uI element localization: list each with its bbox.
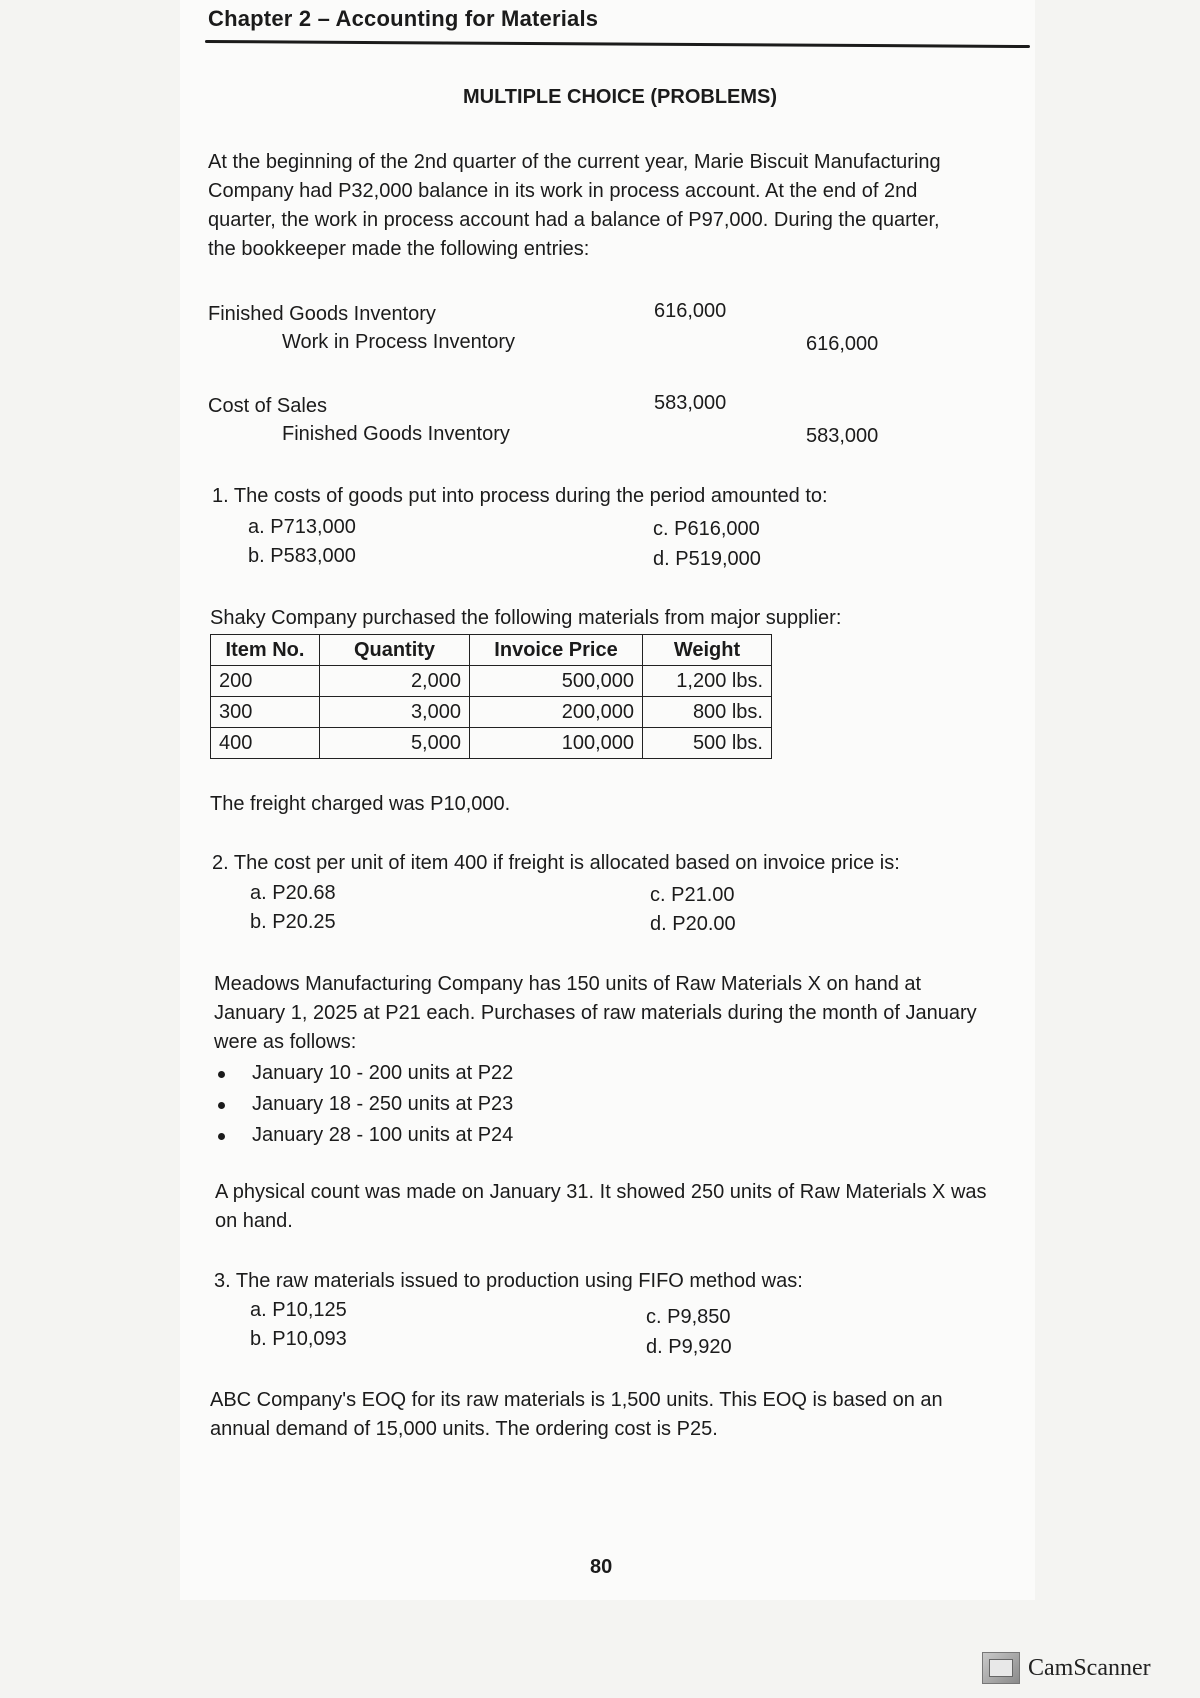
question-2: 2. The cost per unit of item 400 if freight is allocated based on invoice price is: [212, 852, 900, 874]
camscanner-logo-icon [982, 1652, 1020, 1684]
intro-line: quarter, the work in process account had a balance of P97,000. During the quarter, [208, 209, 940, 231]
physical-count-note [215, 1178, 1045, 1236]
purchases-list [210, 1058, 513, 1151]
q1-choice-c: c. P616,000 [653, 518, 760, 540]
entry2-debit-account: Cost of Sales [208, 395, 327, 417]
intro-line: annual demand of 15,000 units. The ordering cost is P25. [210, 1418, 718, 1440]
entry1-debit-account: Finished Goods Inventory [208, 303, 436, 325]
entry1-debit-amount: 616,000 [654, 300, 727, 322]
intro-line: ABC Company's EOQ for its raw materials is 1,500 units. This EOQ is based on an [210, 1389, 943, 1411]
table-row [211, 728, 772, 759]
q2-choice-b: b. P20.25 [250, 911, 336, 933]
materials-table [210, 634, 772, 759]
bullet-icon [218, 1102, 225, 1109]
problem4-intro [210, 1386, 1040, 1444]
q2-choice-d: d. P20.00 [650, 913, 736, 935]
page-number: 80 [590, 1556, 613, 1578]
bullet-icon [218, 1133, 225, 1140]
table-cell: 300 [211, 697, 320, 728]
freight-note: The freight charged was P10,000. [210, 793, 511, 815]
bullet-icon [218, 1071, 225, 1078]
count-line: A physical count was made on January 31. It showed 250 units of Raw Materials X was [215, 1181, 987, 1203]
purchase-text: January 10 - 200 units at P22 [252, 1062, 514, 1084]
table-cell: 100,000 [470, 728, 643, 759]
table-cell: 800 lbs. [643, 697, 772, 728]
entry2-debit-amount: 583,000 [654, 392, 727, 414]
purchase-text: January 18 - 250 units at P23 [252, 1093, 514, 1115]
table-header-item: Item No. [211, 635, 320, 666]
table-cell: 200,000 [470, 697, 643, 728]
q1-choice-b: b. P583,000 [248, 545, 356, 567]
table-header-weight: Weight [643, 635, 772, 666]
problem1-intro [208, 148, 1038, 264]
q3-choice-b: b. P10,093 [250, 1328, 347, 1350]
table-row [211, 697, 772, 728]
table-header-row [211, 635, 772, 666]
purchase-text: January 28 - 100 units at P24 [252, 1124, 514, 1146]
camscanner-watermark [982, 1650, 1151, 1686]
problem2-intro: Shaky Company purchased the following materials from major supplier: [210, 607, 842, 629]
q3-choice-c: c. P9,850 [646, 1306, 731, 1328]
intro-line: the bookkeeper made the following entries: [208, 238, 590, 260]
intro-line: January 1, 2025 at P21 each. Purchases of raw materials during the month of January [214, 1002, 977, 1024]
table-cell: 500,000 [470, 666, 643, 697]
q1-choice-a: a. P713,000 [248, 516, 356, 538]
q3-choice-d: d. P9,920 [646, 1336, 732, 1358]
list-item [210, 1058, 513, 1089]
table-cell: 3,000 [320, 697, 470, 728]
table-header-quantity: Quantity [320, 635, 470, 666]
intro-line: At the beginning of the 2nd quarter of the current year, Marie Biscuit Manufacturing [208, 151, 941, 173]
table-cell: 2,000 [320, 666, 470, 697]
intro-line: Meadows Manufacturing Company has 150 units of Raw Materials X on hand at [214, 973, 922, 995]
table-row [211, 666, 772, 697]
q2-choice-a: a. P20.68 [250, 882, 336, 904]
section-title: MULTIPLE CHOICE (PROBLEMS) [462, 86, 778, 108]
entry2-credit-amount: 583,000 [806, 425, 879, 447]
table-cell: 200 [211, 666, 320, 697]
q2-choice-c: c. P21.00 [650, 884, 735, 906]
q3-choice-a: a. P10,125 [250, 1299, 347, 1321]
problem3-intro [214, 970, 1044, 1057]
table-header-invoice-price: Invoice Price [470, 635, 643, 666]
entry1-credit-amount: 616,000 [806, 333, 879, 355]
chapter-title: Chapter 2 – Accounting for Materials [208, 6, 599, 31]
count-line: on hand. [215, 1210, 293, 1232]
list-item [210, 1120, 513, 1151]
question-1: 1. The costs of goods put into process during the period amounted to: [212, 485, 828, 507]
intro-line: Company had P32,000 balance in its work in process account. At the end of 2nd [208, 180, 918, 202]
table-cell: 500 lbs. [643, 728, 772, 759]
question-3: 3. The raw materials issued to production using FIFO method was: [214, 1270, 803, 1292]
entry1-credit-account: Work in Process Inventory [282, 331, 516, 353]
entry2-credit-account: Finished Goods Inventory [282, 423, 510, 445]
watermark-text: CamScanner [1028, 1654, 1151, 1681]
table-cell: 400 [211, 728, 320, 759]
table-cell: 1,200 lbs. [643, 666, 772, 697]
q1-choice-d: d. P519,000 [653, 548, 761, 570]
list-item [210, 1089, 513, 1120]
table-cell: 5,000 [320, 728, 470, 759]
intro-line: were as follows: [214, 1031, 357, 1053]
